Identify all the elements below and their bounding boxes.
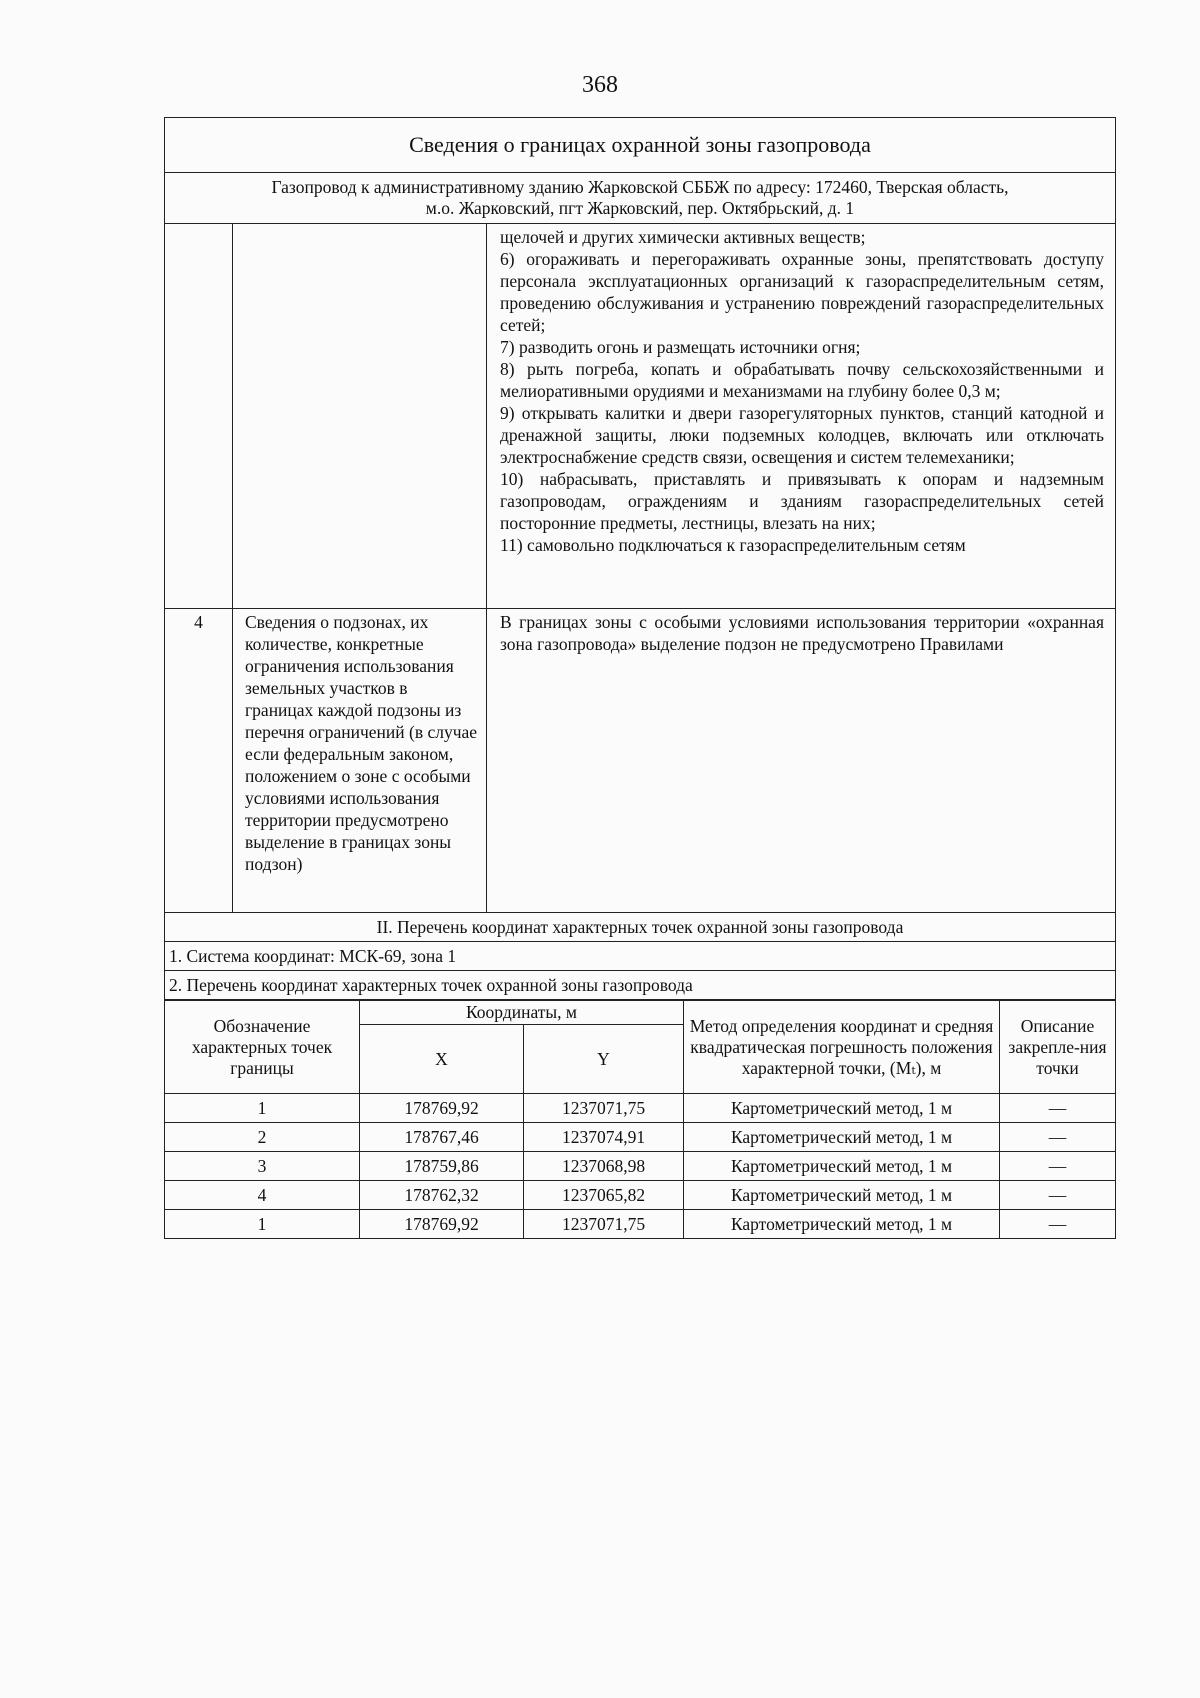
point-desc: —	[1000, 1094, 1116, 1123]
header-y: Y	[524, 1025, 684, 1094]
point-y: 1237065,82	[524, 1181, 684, 1210]
point-y: 1237071,75	[524, 1210, 684, 1239]
document-title: Сведения о границах охранной зоны газопровода	[165, 118, 1116, 173]
point-x: 178762,32	[360, 1181, 524, 1210]
object-line-1: Газопровод к административному зданию Жарковской СББЖ по адресу: 172460, Тверская область,	[271, 177, 1009, 197]
point-y: 1237068,98	[524, 1152, 684, 1181]
header-coordinates: Координаты, м	[360, 1001, 684, 1025]
point-y: 1237071,75	[524, 1094, 684, 1123]
point-x: 178769,92	[360, 1210, 524, 1239]
points-list-title: 2. Перечень координат характерных точек охранной зоны газопровода	[165, 971, 1116, 1000]
point-method: Картометрический метод, 1 м	[684, 1152, 1000, 1181]
object-description	[165, 173, 1116, 224]
point-desc: —	[1000, 1210, 1116, 1239]
restriction-item: 11) самовольно подключаться к газораспределительным сетям	[500, 535, 966, 555]
restriction-item: 6) огораживать и перегораживать охранные зоны, препятствовать доступу персонала эксплуатационных организаций к газораспределительным сетям, проведению обслуживания и устранению повреждений газораспределительных сетей;	[500, 249, 1104, 335]
restriction-item: 7) разводить огонь и размещать источники огня;	[500, 337, 861, 357]
table-row	[165, 1094, 1116, 1123]
point-desc: —	[1000, 1152, 1116, 1181]
point-method: Картометрический метод, 1 м	[684, 1094, 1000, 1123]
continuation-num-cell	[165, 224, 233, 609]
point-x: 178759,86	[360, 1152, 524, 1181]
continuation-name-cell	[233, 224, 487, 609]
header-point: Обозначение характерных точек границы	[165, 1001, 360, 1094]
page-number: 368	[582, 72, 618, 98]
restriction-item: 10) набрасывать, приставлять и привязывать к опорам и надземным газопроводам, ограждениям и зданиям газораспределительных сетей посторонние предметы, лестницы, влезать на них;	[500, 469, 1104, 533]
header-x: X	[360, 1025, 524, 1094]
point-desc: —	[1000, 1181, 1116, 1210]
point-x: 178767,46	[360, 1123, 524, 1152]
point-method: Картометрический метод, 1 м	[684, 1210, 1000, 1239]
table-row	[165, 1181, 1116, 1210]
point-method: Картометрический метод, 1 м	[684, 1181, 1000, 1210]
coordinate-system: 1. Система координат: МСК-69, зона 1	[165, 942, 1116, 971]
table-row	[165, 1152, 1116, 1181]
point-id: 1	[165, 1210, 360, 1239]
header-method: Метод определения координат и средняя квадратическая погрешность положения характерной точки, (Mₜ), м	[684, 1001, 1000, 1094]
point-desc: —	[1000, 1123, 1116, 1152]
point-x: 178769,92	[360, 1094, 524, 1123]
restriction-item: щелочей и других химически активных веществ;	[500, 227, 866, 247]
point-id: 3	[165, 1152, 360, 1181]
section-title: II. Перечень координат характерных точек охранной зоны газопровода	[165, 913, 1116, 942]
row-name: Сведения о подзонах, их количестве, конкретные ограничения использования земельных участков в границах каждой подзоны из перечня ограничений (в случае если федеральным законом, положением о зоне с особыми условиями использования территории предусмотрено выделение в границах зоны подзон)	[233, 609, 487, 913]
row-number: 4	[165, 609, 233, 913]
zone-info-table	[164, 117, 1116, 1000]
point-id: 4	[165, 1181, 360, 1210]
point-id: 1	[165, 1094, 360, 1123]
restriction-item: 8) рыть погреба, копать и обрабатывать почву сельскохозяйственными и мелиоративными орудиями и механизмами на глубину более 0,3 м;	[500, 359, 1104, 401]
table-row	[165, 1123, 1116, 1152]
table-row	[165, 1210, 1116, 1239]
coordinates-table	[164, 1000, 1116, 1239]
restriction-item: 9) открывать калитки и двери газорегуляторных пунктов, станций катодной и дренажной защиты, люки подземных колодцев, включать или отключать электроснабжение средств связи, освещения и систем телемеханики;	[500, 403, 1104, 467]
point-method: Картометрический метод, 1 м	[684, 1123, 1000, 1152]
object-line-2: м.о. Жарковский, пгт Жарковский, пер. Октябрьский, д. 1	[425, 198, 855, 218]
point-id: 2	[165, 1123, 360, 1152]
zone-info-sheet	[164, 117, 1116, 1239]
restrictions-cell	[487, 224, 1116, 609]
point-y: 1237074,91	[524, 1123, 684, 1152]
row-description: В границах зоны с особыми условиями использования территории «охранная зона газопровода» выделение подзон не предусмотрено Правилами	[487, 609, 1116, 913]
header-description: Описание закрепле-ния точки	[1000, 1001, 1116, 1094]
